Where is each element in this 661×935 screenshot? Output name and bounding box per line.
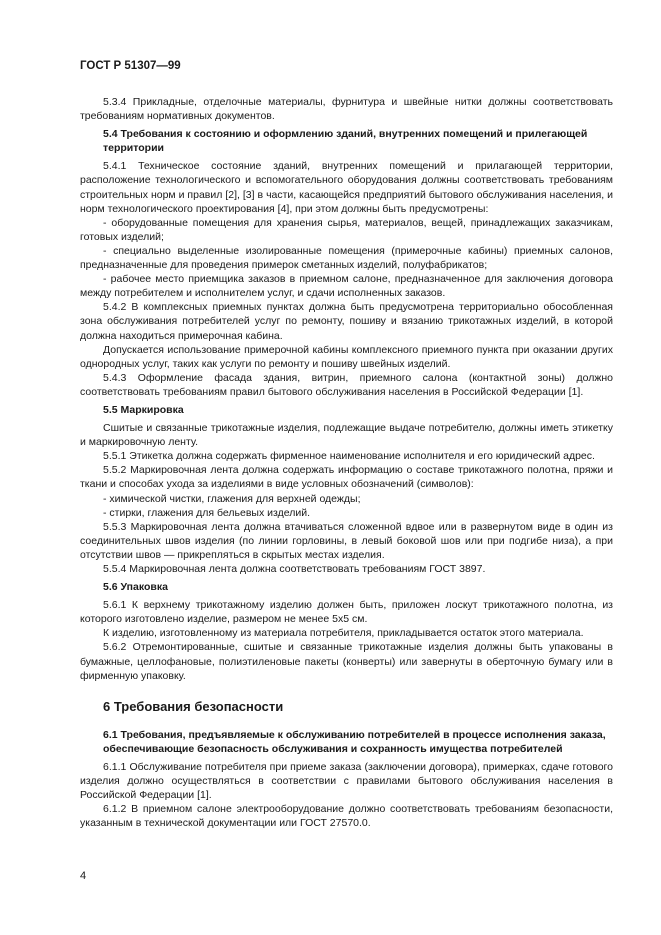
paragraph: 5.4.3 Оформление фасада здания, витрин, приемного салона (контактной зоны) должно соответствовать требованиям правил бытового обслуживания населения в Российской Федерации [1]. bbox=[80, 371, 613, 398]
section-heading: 5.6 Упаковка bbox=[103, 581, 168, 594]
paragraph: 5.3.4 Прикладные, отделочные материалы, фурнитура и швейные нитки должны соответствовать требованиям нормативных документов. bbox=[80, 96, 613, 123]
chapter-heading: 6 Требования безопасности bbox=[103, 698, 284, 714]
section-heading: 6.1 Требования, предъявляемые к обслуживанию потребителей в процессе исполнения заказа, обеспечивающие безопасность обслуживания и сохранность имущества потребителей bbox=[103, 728, 606, 755]
section-heading: 5.4 Требования к состоянию и оформлению зданий, внутренних помещений и прилегающей территории bbox=[103, 128, 588, 155]
document-header: ГОСТ Р 51307—99 bbox=[80, 60, 181, 72]
paragraph: Сшитые и связанные трикотажные изделия, подлежащие выдаче потребителю, должны иметь этикетку и маркировочную ленту. bbox=[80, 422, 613, 449]
paragraph: 5.4.2 В комплексных приемных пунктах должна быть предусмотрена территориально обособленная зона обслуживания потребителей услуг по ремонту, пошиву и вязанию трикотажных изделий, в которой должна находиться примерочная кабина. bbox=[80, 301, 613, 342]
paragraph: 5.4.1 Техническое состояние зданий, внутренних помещений и прилагающей территории, расположение технологического и вспомогательного оборудования должны соответствовать требованиям строительных норм и правил [2], [3] в части, касающейся предприятий бытового обслуживания населения, и норм технологического проектирования [4], при этом должны быть предусмотрены: bbox=[80, 160, 613, 215]
paragraph: 5.6.1 К верхнему трикотажному изделию должен быть, приложен лоскут трикотажного полотна, из которого изготовлено изделие, размером не менее 5х5 см. bbox=[80, 599, 613, 626]
paragraph: 6.1.2 В приемном салоне электрооборудование должно соответствовать требованиям безопасности, указанным в технической документации или ГОСТ 27570.0. bbox=[80, 803, 613, 830]
paragraph: - специально выделенные изолированные помещения (примерочные кабины) приемных салонов, предназначенные для проведения примерок сметанных изделий, полуфабрикатов; bbox=[80, 244, 613, 272]
paragraph: Допускается использование примерочной кабины комплексного приемного пункта при оказании других однородных услуг, таких как услуги по ремонту и пошиву швейных изделий. bbox=[80, 343, 613, 370]
paragraph: 5.5.1 Этикетка должна содержать фирменное наименование исполнителя и его юридический адрес. bbox=[103, 450, 595, 463]
paragraph: 6.1.1 Обслуживание потребителя при приеме заказа (заключении договора), примерках, сдаче готового изделия должно осуществляться в соответствии с правилами бытового обслуживания населения в Российской Федерации [1]. bbox=[80, 761, 613, 802]
paragraph: 5.5.3 Маркировочная лента должна втачиваться сложенной вдвое или в развернутом виде в один из соединительных швов изделия (по линии горловины, в левый боковой шов или при подгибе низа), а при отсутствии швов — прикрепляться в скрытых местах изделия. bbox=[80, 520, 613, 561]
paragraph: - химической чистки, глажения для верхней одежды; bbox=[103, 492, 361, 505]
document-body bbox=[80, 95, 613, 831]
paragraph: - стирки, глажения для бельевых изделий. bbox=[103, 506, 310, 519]
paragraph: - рабочее место приемщика заказов в приемном салоне, предназначенное для заключения договора между потребителем и исполнителем услуг, и сдачи исполненных заказов. bbox=[80, 273, 613, 300]
section-heading: 5.5 Маркировка bbox=[103, 403, 184, 416]
paragraph: К изделию, изготовленному из материала потребителя, прикладывается остаток этого материала. bbox=[103, 627, 584, 640]
paragraph: - оборудованные помещения для хранения сырья, материалов, вещей, принадлежащих заказчикам, готовых изделий; bbox=[80, 216, 613, 243]
paragraph: 5.5.2 Маркировочная лента должна содержать информацию о составе трикотажного полотна, пряжи и ткани и способах ухода за изделиями в виде условных обозначений (символов): bbox=[80, 464, 613, 491]
paragraph: 5.6.2 Отремонтированные, сшитые и связанные трикотажные изделия должны быть упакованы в бумажные, целлофановые, полиэтиленовые пакеты (конверты) или завернуты в оберточную бумагу или в фирменную упаковку. bbox=[80, 641, 613, 682]
page-number: 4 bbox=[80, 870, 87, 882]
paragraph: 5.5.4 Маркировочная лента должна соответствовать требованиям ГОСТ 3897. bbox=[103, 563, 486, 575]
